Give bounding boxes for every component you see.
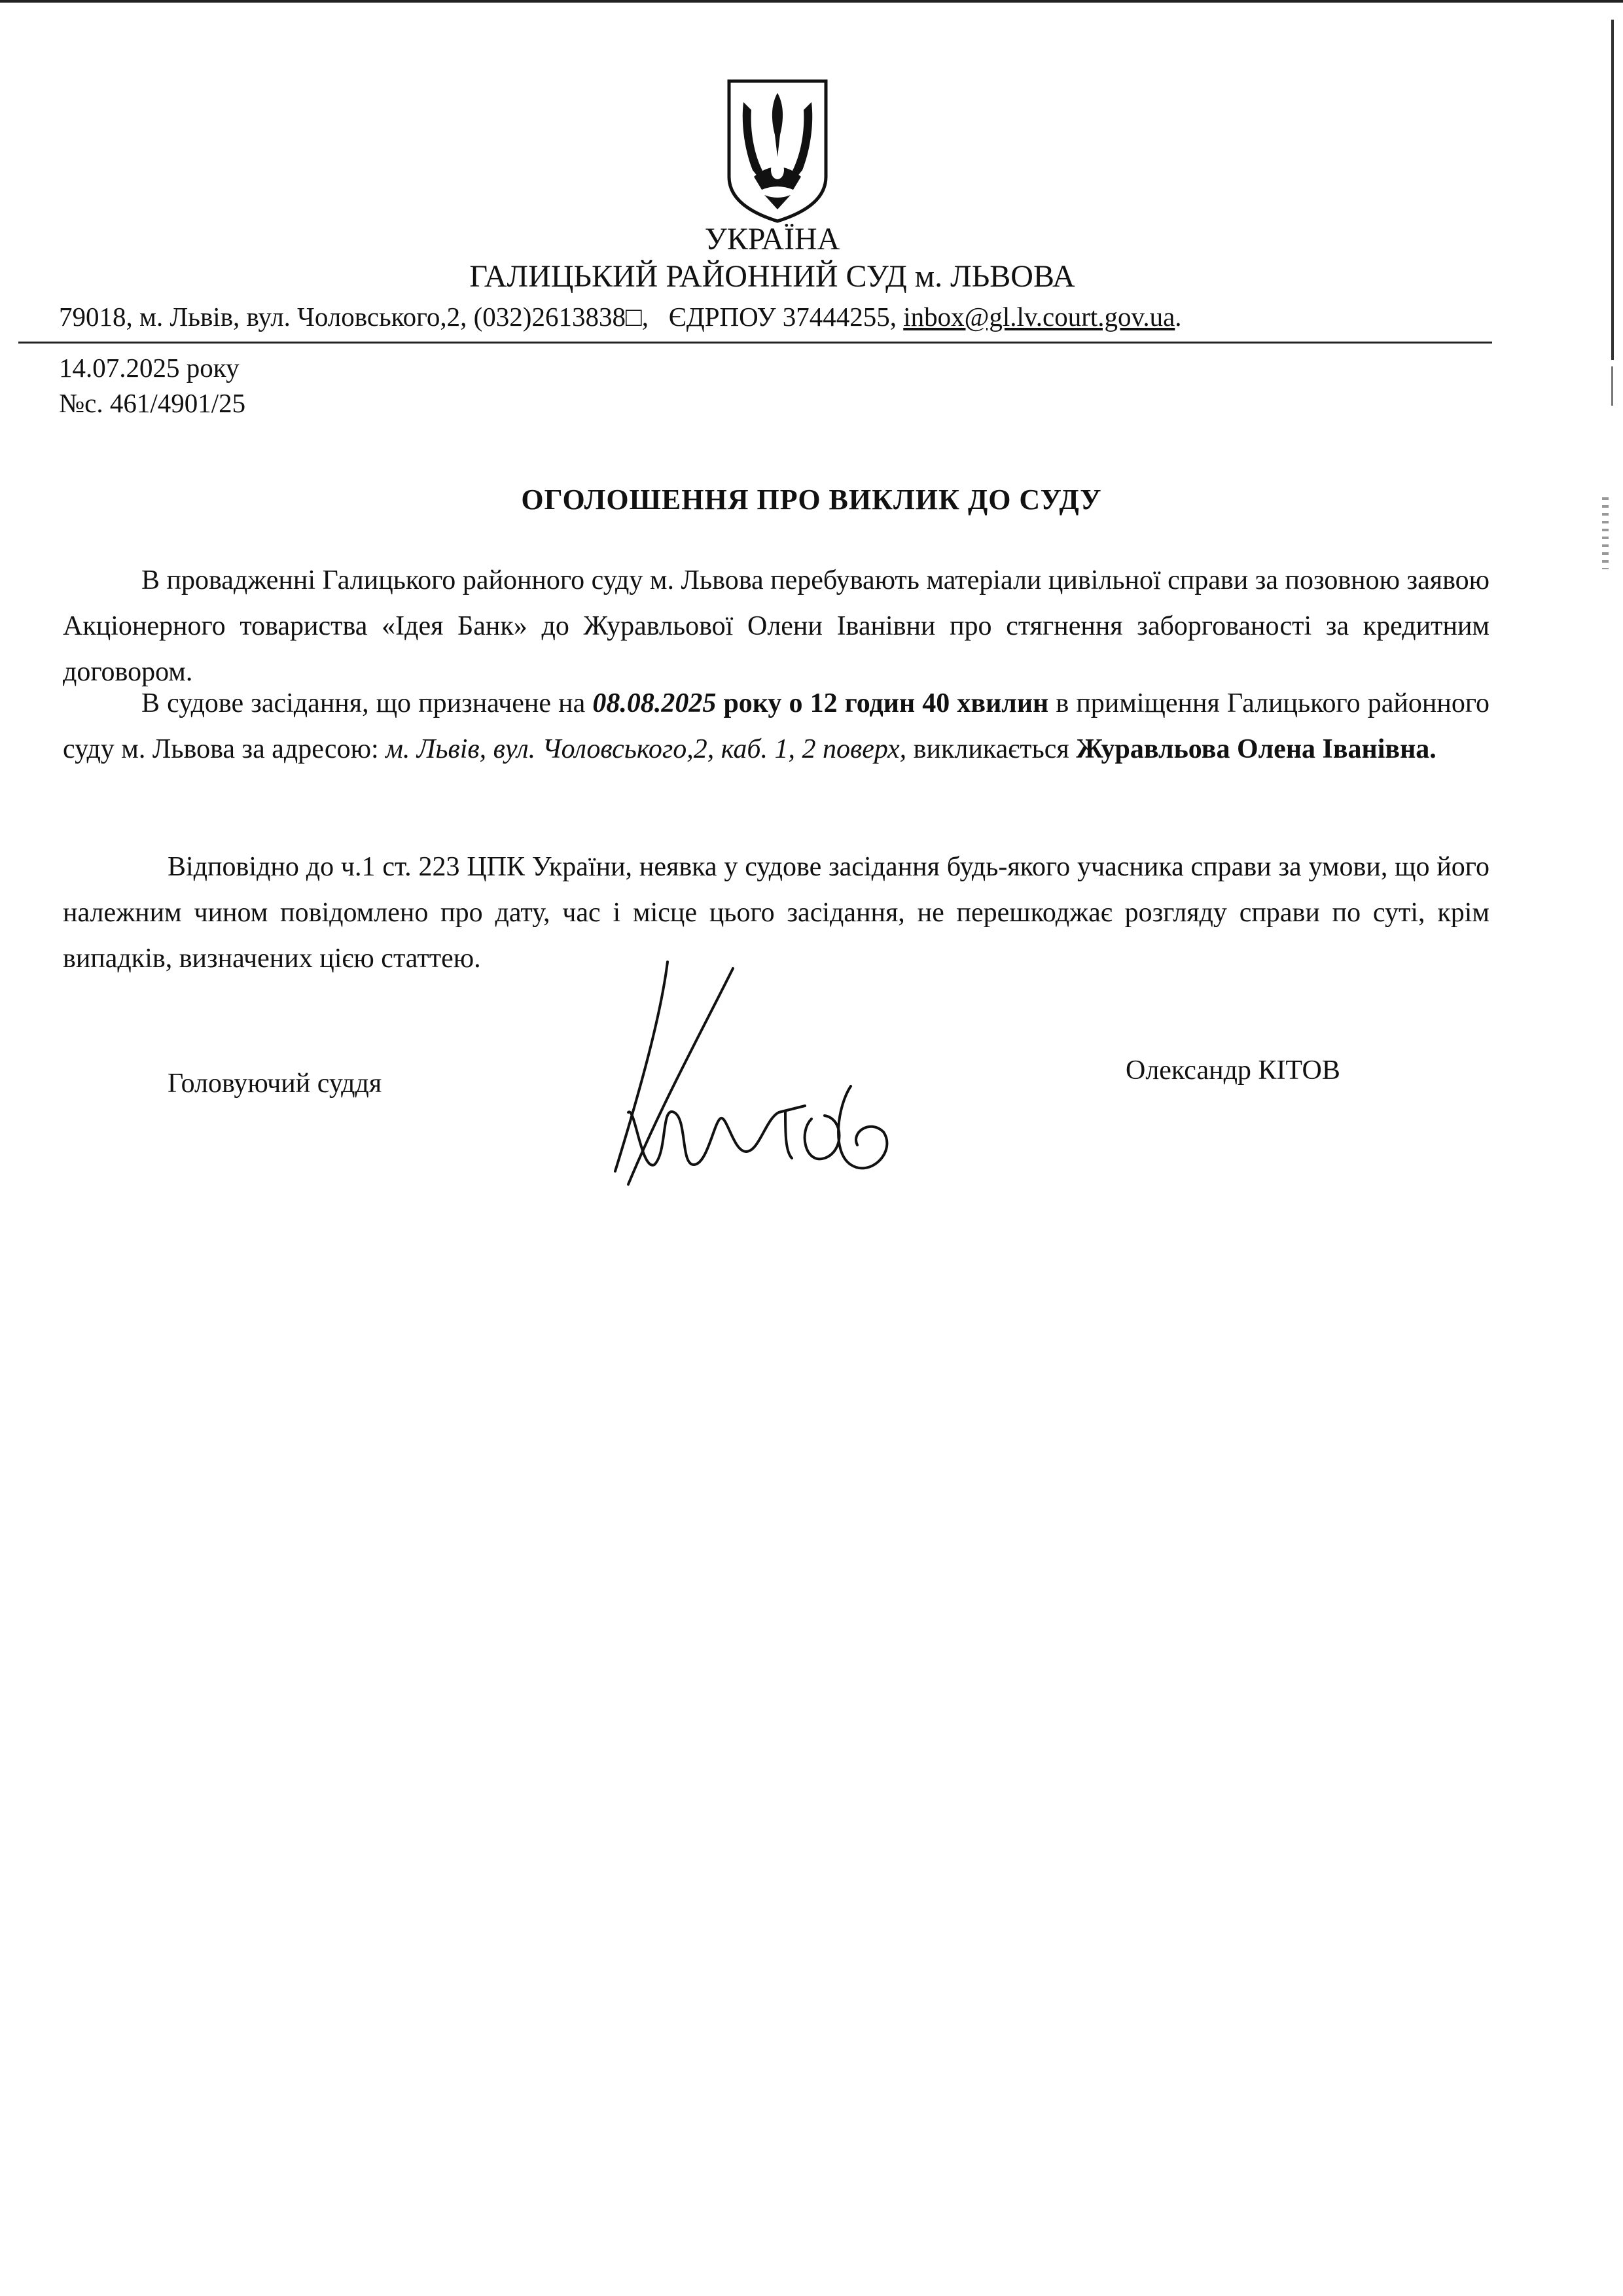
summons-tail: викликається xyxy=(913,734,1069,764)
scan-edge-right xyxy=(1611,20,1614,360)
paragraph-law-reference-text: Відповідно до ч.1 ст. 223 ЦПК України, неявка у судове засідання будь-якого учасника справи за умови, що його належним чином повідомлено про дату, час і місце цього засідання, не перешкоджає розгляду справи по суті, крім випадків, визначених цією статтею. xyxy=(63,852,1489,974)
hearing-time: року о 12 годин 40 хвилин xyxy=(723,688,1049,718)
court-address: 79018, м. Львів, вул. Чоловського,2, (032)2613838 xyxy=(59,302,626,332)
phone-glyph: □ xyxy=(625,302,642,332)
hearing-date: 08.08.2025 xyxy=(592,688,717,718)
court-edrpou: ЄДРПОУ 37444255, xyxy=(668,302,897,332)
email-period: . xyxy=(1175,302,1182,332)
paragraph-proceedings-text: В провадженні Галицького районного суду м. Львова перебувають матеріали цивільної справи за позовною заявою Акціонерного товариства «Ідея Банк» до Журавльової Олени Іванівни про стягнення заборгованості за кредитним договором. xyxy=(63,565,1489,687)
scan-edge-right-lower xyxy=(1611,366,1613,406)
court-email-link[interactable]: inbox@gl.lv.court.gov.ua xyxy=(903,302,1175,332)
court-address-line: 79018, м. Львів, вул. Чоловського,2, (032)2613838□, ЄДРПОУ 37444255, inbox@gl.lv.court.gov.ua. xyxy=(59,302,1182,332)
summons-mid: в приміщення Галицького районного суду м. Львова за адресою: xyxy=(63,688,1489,764)
signatory-name: Олександр КІТОВ xyxy=(1126,1055,1340,1086)
hearing-address: м. Львів, вул. Чоловського,2, каб. 1, 2 поверх, xyxy=(385,734,907,764)
summoned-person: Журавльова Олена Іванівна. xyxy=(1076,734,1436,764)
signatory-role: Головуючий суддя xyxy=(168,1069,382,1099)
court-name-heading: ГАЛИЦЬКИЙ РАЙОННИЙ СУД м. ЛЬВОВА xyxy=(469,259,1075,294)
paragraph-proceedings xyxy=(63,557,1489,695)
document-date: 14.07.2025 року xyxy=(59,353,240,383)
case-number: №с. 461/4901/25 xyxy=(59,388,246,418)
header-divider xyxy=(18,342,1492,344)
summons-lead: В судове засідання, що призначене на xyxy=(141,688,586,718)
handwritten-signature xyxy=(589,955,929,1204)
scan-edge-top xyxy=(0,0,1623,3)
document-title: ОГОЛОШЕННЯ ПРО ВИКЛИК ДО СУДУ xyxy=(521,484,1102,516)
country-heading: УКРАЇНА xyxy=(704,222,840,256)
ukraine-trident-emblem xyxy=(725,79,830,224)
paragraph-summons xyxy=(63,680,1489,772)
